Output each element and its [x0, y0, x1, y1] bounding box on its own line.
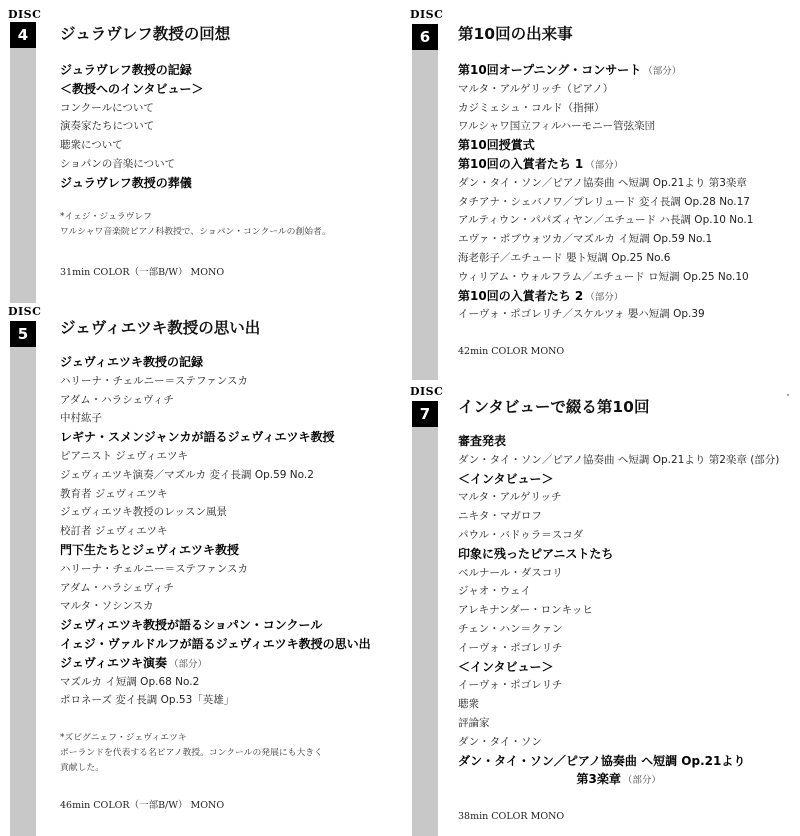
item-text: イェジ・ヴァルドルフが語るジェヴィエツキ教授の思い出	[60, 636, 371, 651]
list-item	[458, 211, 753, 230]
list-item	[60, 117, 204, 136]
section-heading	[60, 61, 204, 80]
item-text: アダム・ハラシェヴィチ	[60, 581, 174, 594]
disc-number: 6	[412, 24, 438, 50]
item-text: 印象に残ったピアニストたち	[458, 546, 614, 561]
list-item	[458, 488, 779, 507]
list-item	[60, 391, 371, 410]
section-heading	[60, 353, 371, 372]
list-item	[458, 526, 779, 545]
list-item	[458, 714, 779, 733]
list-item	[60, 136, 204, 155]
section-heading	[458, 470, 779, 489]
list-item	[458, 249, 753, 268]
section-heading	[458, 770, 779, 789]
item-text: 第3楽章	[576, 772, 621, 787]
item-text: ジェヴィエツキ演奏／マズルカ 変イ長調 Op.59 No.2	[60, 468, 314, 481]
section-heading	[60, 616, 371, 635]
item-text: ダン・タイ・ソン／ピアノ協奏曲 ヘ短調 Op.21より 第3楽章	[458, 176, 747, 189]
item-text: カジミェシュ・コルド（指揮）	[458, 101, 605, 114]
section-heading	[60, 428, 371, 447]
list-item	[458, 564, 779, 583]
disc-duration: 42min COLOR MONO	[458, 346, 565, 357]
list-item	[458, 193, 753, 212]
disc-4-section	[8, 8, 400, 303]
list-item	[60, 155, 204, 174]
item-text: ジェヴィエツキ教授のレッスン風景	[60, 506, 228, 519]
item-text: エヴァ・ポブウォツカ／マズルカ イ短調 Op.59 No.1	[458, 233, 713, 246]
list-item	[458, 174, 753, 193]
section-heading	[60, 80, 204, 99]
disc-label: DISC	[8, 8, 42, 21]
item-text: ポロネーズ 変イ長調 Op.53「英雄」	[60, 694, 235, 707]
item-text: 評論家	[458, 716, 490, 729]
list-item	[60, 466, 371, 485]
item-text: イーヴォ・ポゴレリチ／スケルツォ 嬰ハ短調 Op.39	[458, 308, 705, 321]
list-item	[458, 117, 753, 136]
list-item	[458, 601, 779, 620]
item-text: ウィリアム・ウォルフラム／エチュード ロ短調 Op.25 No.10	[458, 270, 749, 283]
list-item	[60, 485, 371, 504]
item-text: ハリーナ・チェルニー＝ステファンスカ	[60, 374, 248, 387]
item-text: 門下生たちとジェヴィエツキ教授	[60, 542, 240, 557]
item-text: イーヴォ・ポゴレリチ	[458, 679, 563, 692]
item-text: ワルシャワ国立フィルハーモニー管弦楽団	[458, 120, 656, 133]
partial-note: （部分）	[643, 66, 682, 77]
item-text: 審査発表	[458, 434, 507, 448]
disc-note: *ズビグニェフ・ジェヴィエツキ ポーランドを代表する名ピアノ教授。コンクールの発展にも大きく 貢献した。	[60, 733, 323, 773]
item-text: アレキナンダー・ロンキッヒ	[458, 604, 593, 617]
list-item	[458, 620, 779, 639]
list-item	[60, 673, 371, 692]
disc-side-bar	[10, 48, 36, 303]
item-text: ＜インタビュー＞	[458, 471, 554, 486]
item-text: マルタ・アルゲリッチ	[458, 491, 562, 504]
disc-title: 第10回の出来事	[458, 25, 573, 43]
item-text: ベルナール・ダスコリ	[458, 566, 563, 579]
disc-duration: 38min COLOR MONO	[458, 811, 565, 822]
list-item	[458, 733, 779, 752]
item-text: ショパンの音楽について	[60, 157, 176, 170]
list-item	[60, 560, 371, 579]
disc-item-list	[60, 61, 204, 193]
list-item	[458, 99, 753, 118]
disc-item-list	[458, 432, 779, 789]
list-item	[458, 676, 779, 695]
list-item	[458, 695, 779, 714]
item-text: ジャオ・ウェイ	[458, 585, 531, 598]
list-item	[60, 372, 371, 391]
section-heading	[458, 545, 779, 564]
section-heading	[60, 654, 371, 673]
scan-speck	[787, 394, 789, 396]
section-heading	[458, 136, 753, 155]
disc-duration: 46min COLOR（一部B/W） MONO	[60, 800, 225, 811]
list-item	[458, 268, 753, 287]
disc-side-bar	[412, 50, 438, 380]
item-text: ハリーナ・チェルニー＝ステファンスカ	[60, 562, 248, 575]
disc-item-list	[458, 61, 753, 324]
item-text: 校訂者 ジェヴィエツキ	[60, 525, 168, 538]
disc-item-list	[60, 353, 371, 710]
item-text: 第10回授賞式	[458, 138, 535, 153]
list-item	[458, 639, 779, 658]
section-heading	[60, 635, 371, 654]
section-heading	[458, 432, 779, 451]
partial-note: （部分）	[585, 291, 624, 303]
disc-label: DISC	[8, 305, 42, 318]
disc-duration: 31min COLOR（一部B/W） MONO	[60, 267, 225, 278]
item-text: ダン・タイ・ソン／ピアノ協奏曲 ヘ短調 Op.21より	[458, 753, 746, 768]
item-text: ジュラヴレフ教授の葬儀	[60, 175, 192, 190]
item-text: タチアナ・シェバノワ／プレリュード 変イ長調 Op.28 No.17	[458, 195, 750, 208]
item-text: ジュラヴレフ教授の記録	[60, 63, 192, 77]
partial-note: （部分）	[585, 159, 624, 171]
partial-note: （部分）	[622, 775, 661, 787]
item-text: ジェヴィエツキ演奏	[60, 655, 168, 670]
item-text: イーヴォ・ポゴレリチ	[458, 641, 563, 654]
disc-number: 4	[10, 22, 36, 48]
item-text: 聴衆	[458, 698, 479, 711]
item-text: 海老彰子／エチュード 嬰ト短調 Op.25 No.6	[458, 251, 671, 264]
item-text: マルタ・アルゲリッチ（ピアノ）	[458, 82, 614, 95]
list-item	[458, 507, 779, 526]
item-text: 中村紘子	[60, 412, 102, 425]
item-text: ジェヴィエツキ教授の記録	[60, 355, 204, 369]
list-item	[60, 503, 371, 522]
item-text: 教育者 ジェヴィエツキ	[60, 487, 168, 500]
disc-label: DISC	[410, 8, 444, 21]
list-item	[458, 451, 779, 470]
disc-6-section	[410, 8, 795, 380]
list-item	[458, 305, 753, 324]
list-item	[458, 230, 753, 249]
disc-7-section	[410, 385, 795, 836]
item-text: 演奏家たちについて	[60, 120, 155, 133]
list-item	[60, 99, 204, 118]
list-item	[60, 691, 371, 710]
section-heading	[458, 287, 753, 306]
item-text: チェン・ハン＝クァン	[458, 622, 563, 635]
item-text: ＜インタビュー＞	[458, 659, 554, 674]
disc-title: インタビューで綴る第10回	[458, 398, 650, 416]
item-text: アダム・ハラシェヴィチ	[60, 393, 174, 406]
item-text: 第10回の入賞者たち 2	[458, 288, 584, 303]
item-text: レギナ・スメンジャンカが語るジェヴィエツキ教授	[60, 430, 335, 445]
disc-note: *イェジ・ジュラヴレフ ワルシャワ音楽院ピアノ科教授で、ショパン・コンクールの創始者。	[60, 212, 331, 237]
item-text: ニキタ・マガロフ	[458, 510, 542, 523]
disc-5-section	[8, 305, 400, 836]
section-heading	[458, 658, 779, 677]
list-item	[60, 409, 371, 428]
disc-number: 5	[10, 321, 36, 347]
disc-label: DISC	[410, 385, 444, 398]
section-heading	[458, 61, 753, 80]
item-text: ジェヴィエツキ教授が語るショパン・コンクール	[60, 618, 323, 633]
list-item	[458, 582, 779, 601]
disc-title: ジェヴィエツキ教授の思い出	[60, 319, 261, 337]
item-text: コンクールについて	[60, 101, 154, 114]
list-item	[60, 597, 371, 616]
list-item	[60, 522, 371, 541]
list-item	[458, 80, 753, 99]
item-text: パウル・バドゥラ＝スコダ	[458, 528, 584, 541]
list-item	[60, 447, 371, 466]
item-text: アルティウン・パパズィヤン／エチュード ハ長調 Op.10 No.1	[458, 214, 754, 227]
section-heading	[458, 752, 779, 771]
section-heading	[458, 155, 753, 174]
item-text: 第10回オープニング・コンサート	[458, 63, 642, 77]
section-heading	[60, 541, 371, 560]
item-text: ダン・タイ・ソン／ピアノ協奏曲 ヘ短調 Op.21より 第2楽章 (部分)	[458, 453, 780, 466]
disc-title: ジュラヴレフ教授の回想	[60, 25, 231, 43]
item-text: マズルカ イ短調 Op.68 No.2	[60, 675, 200, 688]
list-item	[60, 579, 371, 598]
disc-side-bar	[412, 427, 438, 836]
item-text: 聴衆について	[60, 139, 123, 152]
partial-note: （部分）	[169, 658, 208, 670]
item-text: ＜教授へのインタビュー＞	[60, 81, 204, 96]
item-text: ピアニスト ジェヴィエツキ	[60, 449, 188, 462]
disc-number: 7	[412, 401, 438, 427]
item-text: 第10回の入賞者たち 1	[458, 156, 584, 171]
item-text: マルタ・ソシンスカ	[60, 600, 154, 613]
disc-side-bar	[10, 347, 36, 836]
section-heading	[60, 174, 204, 193]
item-text: ダン・タイ・ソン	[458, 735, 542, 748]
